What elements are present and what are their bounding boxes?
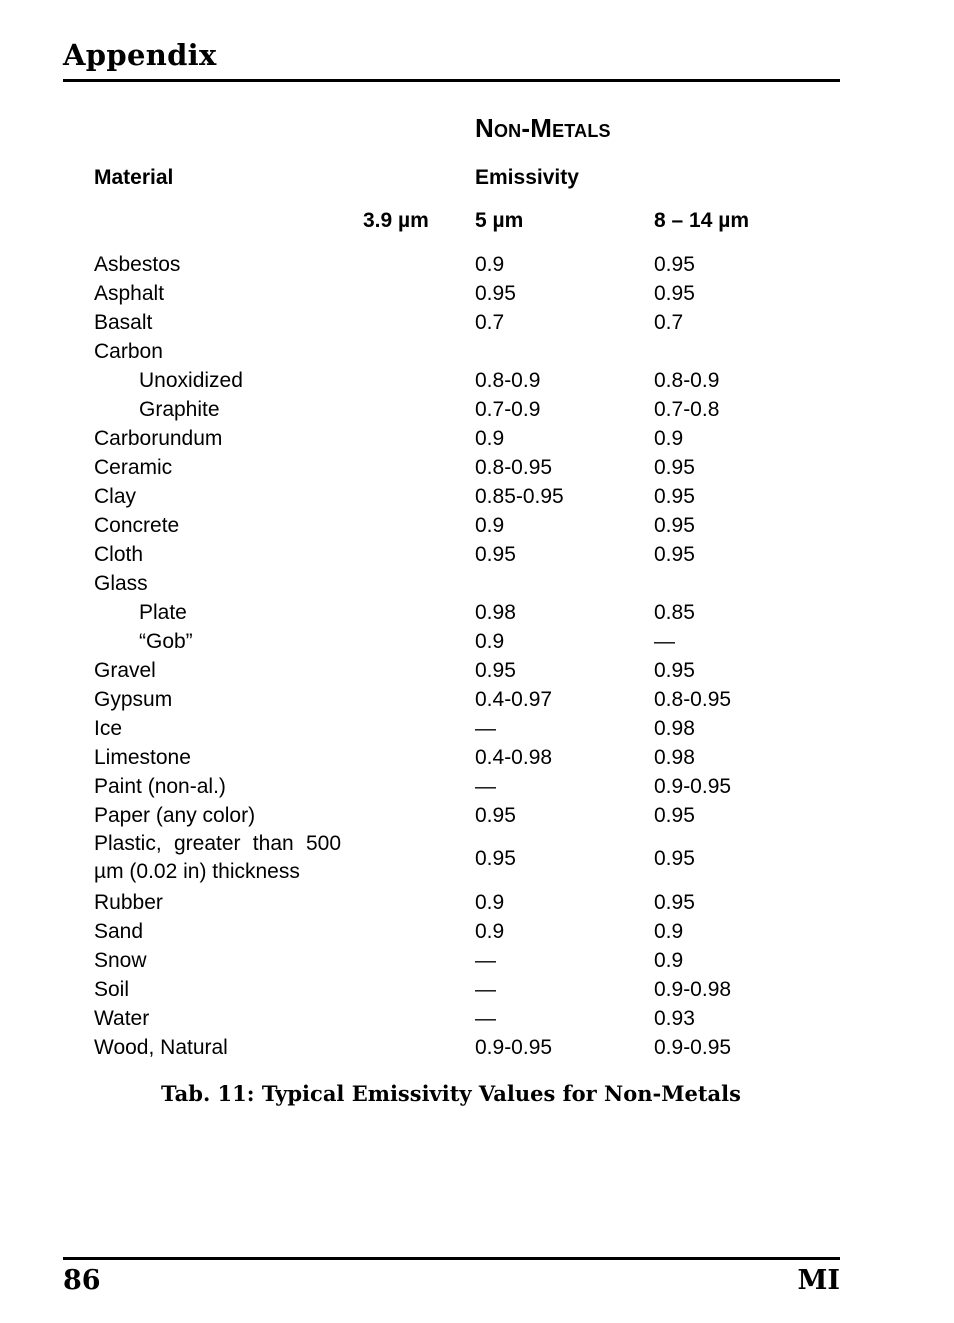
table-row xyxy=(94,250,794,279)
table-row xyxy=(94,511,794,540)
material-name: Plastic, greater than 500 µm (0.02 in) thickness xyxy=(94,832,341,883)
value-8-14um: 0.95 xyxy=(654,253,695,276)
value-5um: 0.9 xyxy=(475,253,505,276)
table-row xyxy=(94,975,794,1004)
value-8-14um: 0.9-0.95 xyxy=(654,1036,732,1059)
material-name: Graphite xyxy=(139,398,220,421)
value-8-14um: 0.95 xyxy=(654,282,695,305)
material-name: Rubber xyxy=(94,891,163,914)
value-8-14um: 0.7 xyxy=(654,311,684,334)
material-name: Ice xyxy=(94,717,123,740)
material-name: Carborundum xyxy=(94,427,223,450)
material-name: Plate xyxy=(139,601,187,624)
material-name: Wood, Natural xyxy=(94,1036,228,1059)
table-row xyxy=(94,685,794,714)
table-row xyxy=(94,917,794,946)
value-5um: 0.95 xyxy=(475,659,516,682)
value-8-14um: 0.95 xyxy=(654,891,695,914)
table-row xyxy=(94,279,794,308)
value-5um: 0.7-0.9 xyxy=(475,398,541,421)
material-name: Clay xyxy=(94,485,137,508)
table-row xyxy=(94,366,794,395)
value-5um: 0.95 xyxy=(475,282,516,305)
value-5um: — xyxy=(475,1007,496,1030)
value-5um: 0.9 xyxy=(475,514,505,537)
value-8-14um: 0.95 xyxy=(654,456,695,479)
value-8-14um: 0.7-0.8 xyxy=(654,398,720,421)
value-5um: 0.4-0.97 xyxy=(475,688,553,711)
table-row xyxy=(94,743,794,772)
material-name: Carbon xyxy=(94,340,163,363)
material-name: Asbestos xyxy=(94,253,181,276)
value-8-14um: 0.9 xyxy=(654,427,684,450)
value-8-14um: 0.95 xyxy=(654,514,695,537)
material-name: “Gob” xyxy=(139,630,193,653)
column-header-8-14um: 8 – 14 µm xyxy=(654,209,749,232)
value-8-14um: 0.9 xyxy=(654,949,684,972)
value-5um: 0.95 xyxy=(475,543,516,566)
value-8-14um: 0.9-0.98 xyxy=(654,978,732,1001)
value-8-14um: 0.8-0.9 xyxy=(654,369,720,392)
table-row xyxy=(94,772,794,801)
material-name: Concrete xyxy=(94,514,180,537)
material-name: Gypsum xyxy=(94,688,173,711)
table-row xyxy=(94,395,794,424)
value-5um: 0.98 xyxy=(475,601,516,624)
page-number: 86 xyxy=(63,1265,101,1296)
material-name: Limestone xyxy=(94,746,191,769)
material-name: Snow xyxy=(94,949,147,972)
column-header-3-9um: 3.9 µm xyxy=(363,209,429,232)
table-row xyxy=(94,888,794,917)
value-8-14um: 0.95 xyxy=(654,847,695,870)
value-5um: 0.9-0.95 xyxy=(475,1036,553,1059)
value-8-14um: 0.95 xyxy=(654,659,695,682)
material-name: Paper (any color) xyxy=(94,804,256,827)
value-5um: 0.95 xyxy=(475,847,516,870)
value-5um: 0.9 xyxy=(475,630,505,653)
table-row xyxy=(94,337,794,366)
table-row xyxy=(94,801,794,830)
table-row xyxy=(94,540,794,569)
table-row xyxy=(94,598,794,627)
material-name: Soil xyxy=(94,978,130,1001)
material-name: Unoxidized xyxy=(139,369,243,392)
page-header-title: Appendix xyxy=(63,38,217,72)
value-8-14um: 0.8-0.95 xyxy=(654,688,732,711)
table-row xyxy=(94,424,794,453)
value-5um: 0.8-0.9 xyxy=(475,369,541,392)
material-name: Gravel xyxy=(94,659,156,682)
value-5um: — xyxy=(475,978,496,1001)
table-row xyxy=(94,656,794,685)
value-5um: 0.4-0.98 xyxy=(475,746,553,769)
table-row xyxy=(94,1004,794,1033)
material-name: Ceramic xyxy=(94,456,173,479)
material-name: Sand xyxy=(94,920,144,943)
table-row xyxy=(94,830,794,888)
value-5um: — xyxy=(475,775,496,798)
value-5um: — xyxy=(475,949,496,972)
material-name: Glass xyxy=(94,572,148,595)
table-row xyxy=(94,1033,794,1062)
value-8-14um: 0.98 xyxy=(654,717,695,740)
column-header-5um: 5 µm xyxy=(475,209,524,232)
value-8-14um: 0.9 xyxy=(654,920,684,943)
value-8-14um: 0.85 xyxy=(654,601,695,624)
footer-mark: MI xyxy=(797,1265,840,1296)
material-name: Cloth xyxy=(94,543,144,566)
table-row xyxy=(94,714,794,743)
value-5um: — xyxy=(475,717,496,740)
value-5um: 0.9 xyxy=(475,427,505,450)
emissivity-table-body xyxy=(94,250,794,1062)
table-row xyxy=(94,569,794,598)
material-name: Paint (non-al.) xyxy=(94,775,226,798)
value-8-14um: 0.95 xyxy=(654,804,695,827)
footer-rule xyxy=(63,1257,840,1260)
value-5um: 0.9 xyxy=(475,920,505,943)
column-header-emissivity: Emissivity xyxy=(475,166,579,189)
material-name: Water xyxy=(94,1007,150,1030)
table-title: Non-Metals xyxy=(475,113,611,143)
value-8-14um: — xyxy=(654,630,675,653)
value-5um: 0.7 xyxy=(475,311,505,334)
table-row xyxy=(94,308,794,337)
value-8-14um: 0.95 xyxy=(654,485,695,508)
value-8-14um: 0.9-0.95 xyxy=(654,775,732,798)
table-row xyxy=(94,482,794,511)
value-5um: 0.8-0.95 xyxy=(475,456,553,479)
value-8-14um: 0.95 xyxy=(654,543,695,566)
column-header-material: Material xyxy=(94,166,174,189)
material-name: Basalt xyxy=(94,311,153,334)
value-8-14um: 0.93 xyxy=(654,1007,695,1030)
table-caption: Tab. 11: Typical Emissivity Values for Non-Metals xyxy=(161,1081,741,1106)
header-rule xyxy=(63,79,840,82)
value-5um: 0.9 xyxy=(475,891,505,914)
table-row xyxy=(94,453,794,482)
table-row xyxy=(94,627,794,656)
value-8-14um: 0.98 xyxy=(654,746,695,769)
value-5um: 0.85-0.95 xyxy=(475,485,564,508)
material-name: Asphalt xyxy=(94,282,165,305)
table-row xyxy=(94,946,794,975)
value-5um: 0.95 xyxy=(475,804,516,827)
